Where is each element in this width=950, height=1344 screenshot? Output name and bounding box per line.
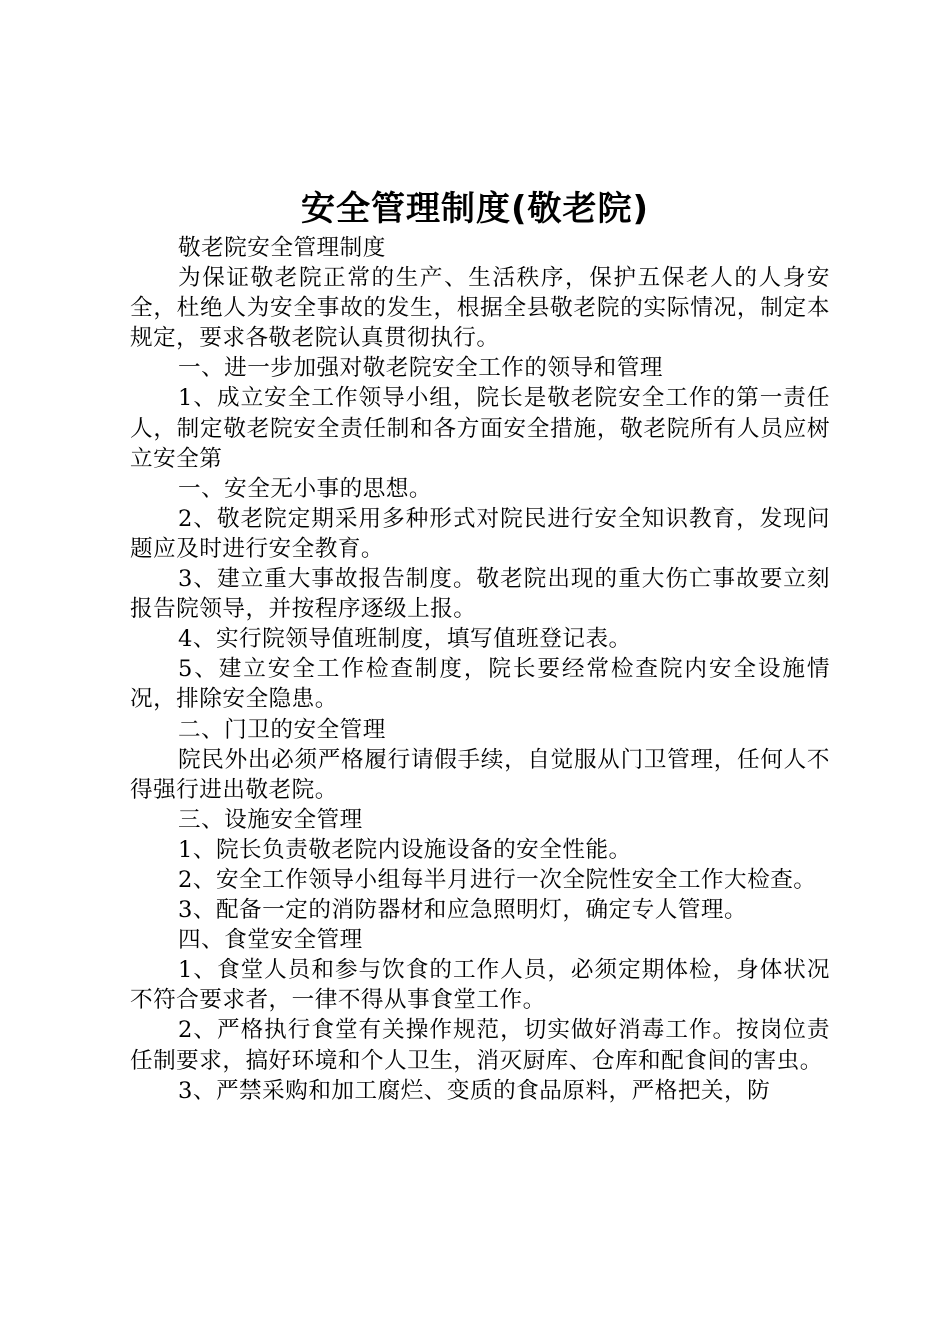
document-title: 安全管理制度(敬老院) [300, 189, 650, 229]
body-paragraph: 1、成立安全工作领导小组，院长是敬老院安全工作的第一责任人，制定敬老院安全责任制和各方面安全措施，敬老院所有人员应树立安全第 [130, 385, 830, 472]
body-paragraph: 2、严格执行食堂有关操作规范，切实做好消毒工作。按岗位责任制要求，搞好环境和个人卫生，消灭厨库、仓库和配食间的害虫。 [130, 1017, 830, 1074]
body-paragraph: 院民外出必须严格履行请假手续，自觉服从门卫管理，任何人不得强行进出敬老院。 [130, 746, 830, 803]
section-heading: 一、进一步加强对敬老院安全工作的领导和管理 [178, 355, 663, 382]
body-paragraph: 5、建立安全工作检查制度，院长要经常检查院内安全设施情况，排除安全隐患。 [130, 656, 830, 713]
body-paragraph: 一、安全无小事的思想。 [178, 475, 433, 502]
body-paragraph: 3、配备一定的消防器材和应急照明灯，确定专人管理。 [178, 897, 748, 924]
body-paragraph: 4、实行院领导值班制度，填写值班登记表。 [178, 626, 632, 653]
body-paragraph: 1、食堂人员和参与饮食的工作人员，必须定期体检，身体状况不符合要求者，一律不得从事食堂工作。 [130, 957, 830, 1014]
body-paragraph: 2、敬老院定期采用多种形式对院民进行安全知识教育，发现问题应及时进行安全教育。 [130, 505, 830, 562]
body-paragraph: 3、建立重大事故报告制度。敬老院出现的重大伤亡事故要立刻报告院领导，并按程序逐级上报。 [130, 566, 830, 623]
section-heading: 三、设施安全管理 [178, 806, 363, 833]
body-paragraph: 3、严禁采购和加工腐烂、变质的食品原料，严格把关，防 [178, 1077, 771, 1104]
body-paragraph: 1、院长负责敬老院内设施设备的安全性能。 [178, 836, 632, 863]
intro-paragraph: 为保证敬老院正常的生产、生活秩序，保护五保老人的人身安全，杜绝人为安全事故的发生，根据全县敬老院的实际情况，制定本规定，要求各敬老院认真贯彻执行。 [130, 265, 830, 352]
body-paragraph: 2、安全工作领导小组每半月进行一次全院性安全工作大检查。 [178, 866, 817, 893]
section-heading: 二、门卫的安全管理 [178, 716, 386, 743]
subtitle-paragraph: 敬老院安全管理制度 [178, 235, 386, 261]
document-body [130, 233, 830, 1106]
section-heading: 四、食堂安全管理 [178, 927, 363, 954]
